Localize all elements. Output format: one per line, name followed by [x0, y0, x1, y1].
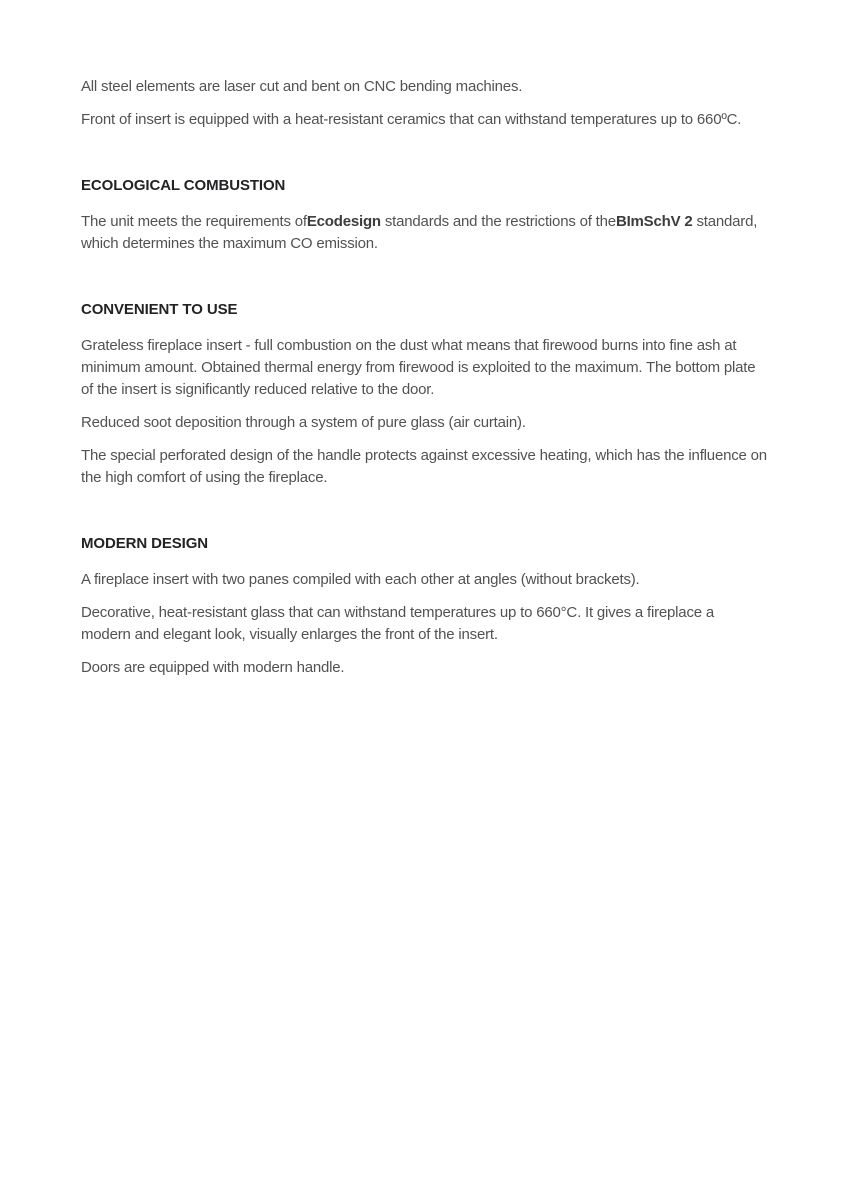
text-run: A fireplace insert with two panes compiled with each other at angles (without brackets).	[81, 571, 640, 588]
paragraph-ecodesign-standards	[81, 211, 767, 255]
paragraph-grateless-insert	[81, 335, 767, 401]
text-run: Front of insert is equipped with a heat-resistant ceramics that can withstand temperatures up to 660ºC.	[81, 111, 742, 128]
text-run: Doors are equipped with modern handle.	[81, 659, 345, 676]
text-run: All steel elements are laser cut and bent on CNC bending machines.	[81, 78, 523, 95]
paragraph-modern-handle	[81, 657, 767, 679]
paragraph-two-panes	[81, 569, 767, 591]
text-run: standard, which determines the maximum CO emission.	[81, 213, 758, 252]
paragraph-soot-deposition	[81, 412, 767, 434]
text-run: The special perforated design of the handle protects against excessive heating, which has the influence on the high comfort of using the fireplace.	[81, 447, 767, 486]
bold-text-run: Ecodesign	[306, 213, 381, 230]
bold-text-run: BImSchV 2	[615, 213, 693, 230]
section-heading-convenient-to-use: CONVENIENT TO USE	[81, 301, 238, 318]
text-run: standards and the restrictions of the	[380, 213, 616, 230]
paragraph-perforated-handle	[81, 445, 767, 489]
intro-paragraph-steel-elements	[81, 76, 767, 98]
section-heading-ecological-combustion: ECOLOGICAL COMBUSTION	[81, 177, 286, 194]
text-run: Grateless fireplace insert - full combustion on the dust what means that firewood burns into fine ash at minimum amount. Obtained thermal energy from firewood is exploited to the maximum. The bottom plate of the insert is significantly reduced relative to the door.	[81, 337, 756, 398]
paragraph-decorative-glass	[81, 602, 767, 646]
text-run: The unit meets the requirements of	[81, 213, 307, 230]
section-heading-modern-design: MODERN DESIGN	[81, 535, 209, 552]
text-run: Reduced soot deposition through a system of pure glass (air curtain).	[81, 414, 526, 431]
intro-paragraph-ceramics	[81, 109, 767, 131]
text-run: Decorative, heat-resistant glass that can withstand temperatures up to 660°C. It gives a fireplace a modern and elegant look, visually enlarges the front of the insert.	[81, 604, 715, 643]
